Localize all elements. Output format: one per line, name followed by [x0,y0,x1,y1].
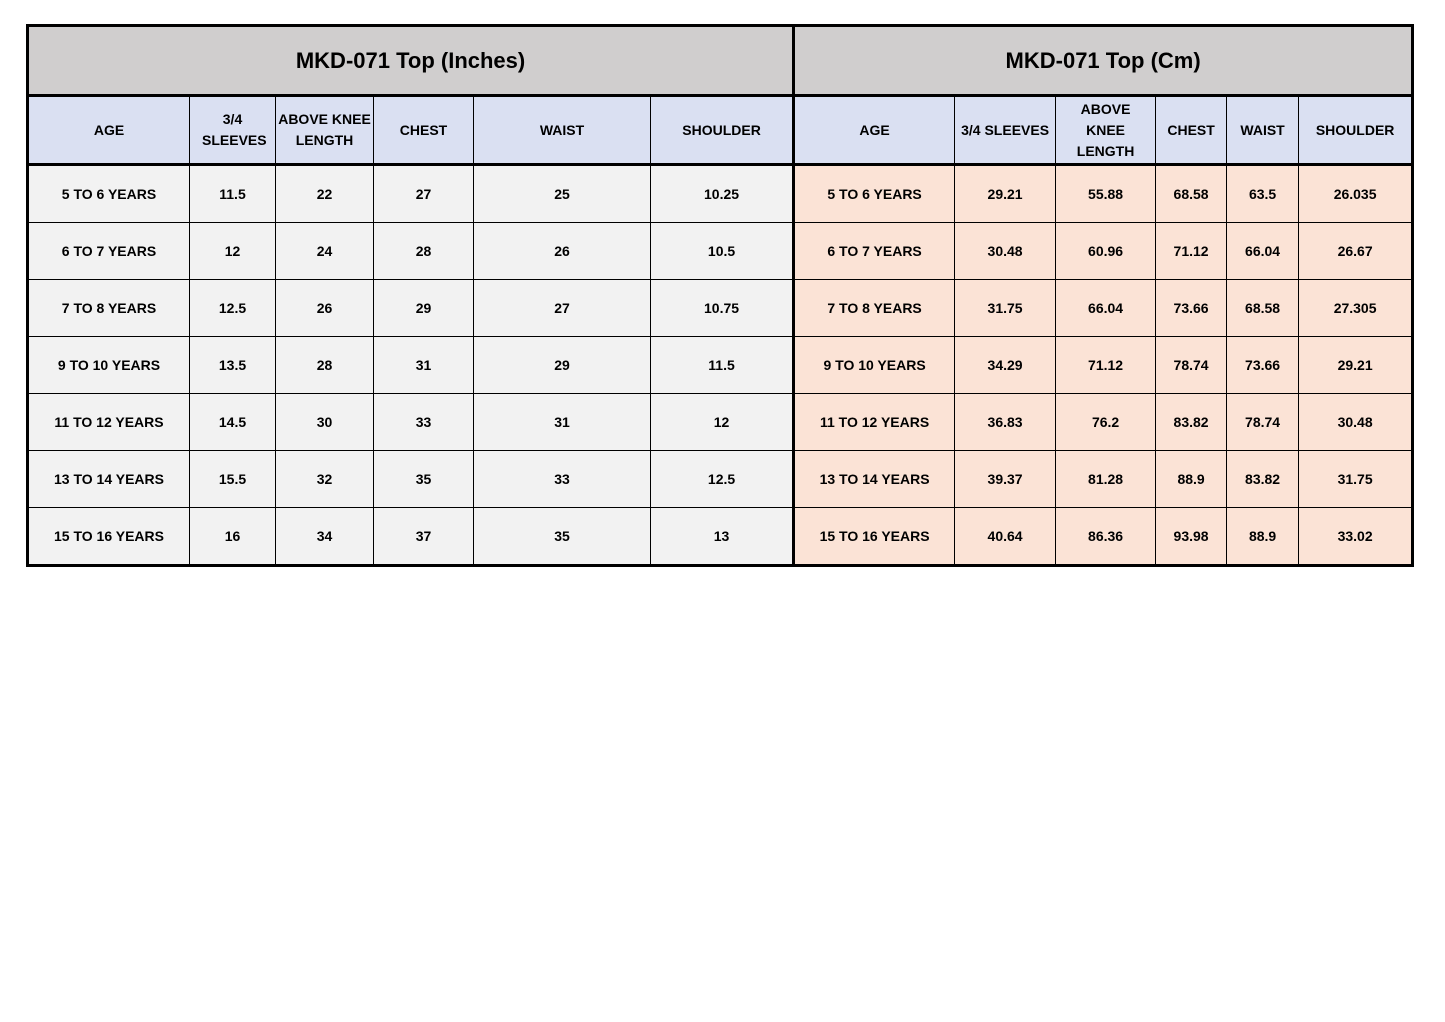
cm-length-cell: 55.88 [1056,165,1156,223]
cm-shoulder-cell: 31.75 [1299,451,1413,508]
table-row [28,451,1413,508]
cm-chest-cell: 93.98 [1156,508,1227,566]
inches-chest-cell: 31 [374,337,474,394]
inches-header-waist: WAIST [474,96,651,165]
inches-age-cell: 15 TO 16 YEARS [28,508,190,566]
cm-shoulder-cell: 26.67 [1299,223,1413,280]
table-row [28,223,1413,280]
cm-header-shoulder: SHOULDER [1299,96,1413,165]
inches-chest-cell: 28 [374,223,474,280]
column-header-row [28,96,1413,165]
inches-age-cell: 11 TO 12 YEARS [28,394,190,451]
inches-age-cell: 9 TO 10 YEARS [28,337,190,394]
size-chart-table [26,24,1414,567]
title-row [28,26,1413,96]
inches-shoulder-cell: 12 [651,394,794,451]
cm-age-cell: 5 TO 6 YEARS [794,165,955,223]
cm-waist-cell: 63.5 [1227,165,1299,223]
cm-header-age: AGE [794,96,955,165]
cm-sleeves-cell: 39.37 [955,451,1056,508]
inches-sleeves-cell: 12 [190,223,276,280]
inches-chest-cell: 29 [374,280,474,337]
inches-header-length: ABOVE KNEE LENGTH [276,96,374,165]
cm-chest-cell: 68.58 [1156,165,1227,223]
table-row [28,394,1413,451]
inches-length-cell: 22 [276,165,374,223]
inches-waist-cell: 31 [474,394,651,451]
cm-age-cell: 6 TO 7 YEARS [794,223,955,280]
cm-age-cell: 15 TO 16 YEARS [794,508,955,566]
inches-sleeves-cell: 14.5 [190,394,276,451]
cm-age-cell: 11 TO 12 YEARS [794,394,955,451]
inches-shoulder-cell: 11.5 [651,337,794,394]
inches-length-cell: 28 [276,337,374,394]
inches-age-cell: 6 TO 7 YEARS [28,223,190,280]
cm-length-cell: 60.96 [1056,223,1156,280]
inches-chest-cell: 35 [374,451,474,508]
inches-waist-cell: 29 [474,337,651,394]
cm-waist-cell: 68.58 [1227,280,1299,337]
cm-length-cell: 76.2 [1056,394,1156,451]
inches-age-cell: 5 TO 6 YEARS [28,165,190,223]
inches-length-cell: 34 [276,508,374,566]
inches-waist-cell: 33 [474,451,651,508]
cm-waist-cell: 78.74 [1227,394,1299,451]
cm-sleeves-cell: 34.29 [955,337,1056,394]
cm-waist-cell: 83.82 [1227,451,1299,508]
cm-length-cell: 86.36 [1056,508,1156,566]
cm-sleeves-cell: 30.48 [955,223,1056,280]
cm-header-length: ABOVE KNEE LENGTH [1056,96,1156,165]
inches-shoulder-cell: 10.25 [651,165,794,223]
cm-shoulder-cell: 27.305 [1299,280,1413,337]
cm-chest-cell: 88.9 [1156,451,1227,508]
cm-age-cell: 13 TO 14 YEARS [794,451,955,508]
cm-age-cell: 7 TO 8 YEARS [794,280,955,337]
inches-header-age: AGE [28,96,190,165]
inches-header-sleeves: 3/4 SLEEVES [190,96,276,165]
cm-chest-cell: 71.12 [1156,223,1227,280]
inches-shoulder-cell: 10.75 [651,280,794,337]
cm-waist-cell: 66.04 [1227,223,1299,280]
inches-length-cell: 32 [276,451,374,508]
inches-shoulder-cell: 10.5 [651,223,794,280]
cm-waist-cell: 88.9 [1227,508,1299,566]
cm-shoulder-cell: 33.02 [1299,508,1413,566]
cm-chest-cell: 73.66 [1156,280,1227,337]
cm-length-cell: 66.04 [1056,280,1156,337]
cm-sleeves-cell: 40.64 [955,508,1056,566]
table-row [28,337,1413,394]
table-row [28,280,1413,337]
cm-chest-cell: 83.82 [1156,394,1227,451]
inches-waist-cell: 26 [474,223,651,280]
inches-sleeves-cell: 13.5 [190,337,276,394]
cm-sleeves-cell: 36.83 [955,394,1056,451]
inches-waist-cell: 27 [474,280,651,337]
inches-chest-cell: 27 [374,165,474,223]
cm-sleeves-cell: 29.21 [955,165,1056,223]
inches-shoulder-cell: 13 [651,508,794,566]
cm-age-cell: 9 TO 10 YEARS [794,337,955,394]
cm-table-title: MKD-071 Top (Cm) [794,26,1413,96]
inches-table-title: MKD-071 Top (Inches) [28,26,794,96]
inches-length-cell: 30 [276,394,374,451]
cm-header-chest: CHEST [1156,96,1227,165]
cm-sleeves-cell: 31.75 [955,280,1056,337]
cm-header-sleeves: 3/4 SLEEVES [955,96,1056,165]
inches-chest-cell: 33 [374,394,474,451]
cm-header-waist: WAIST [1227,96,1299,165]
cm-chest-cell: 78.74 [1156,337,1227,394]
inches-shoulder-cell: 12.5 [651,451,794,508]
cm-length-cell: 81.28 [1056,451,1156,508]
table-row [28,165,1413,223]
table-row [28,508,1413,566]
inches-sleeves-cell: 16 [190,508,276,566]
inches-sleeves-cell: 15.5 [190,451,276,508]
cm-shoulder-cell: 29.21 [1299,337,1413,394]
cm-shoulder-cell: 30.48 [1299,394,1413,451]
inches-sleeves-cell: 12.5 [190,280,276,337]
inches-age-cell: 7 TO 8 YEARS [28,280,190,337]
inches-chest-cell: 37 [374,508,474,566]
inches-sleeves-cell: 11.5 [190,165,276,223]
inches-length-cell: 24 [276,223,374,280]
inches-header-chest: CHEST [374,96,474,165]
inches-waist-cell: 35 [474,508,651,566]
cm-waist-cell: 73.66 [1227,337,1299,394]
cm-length-cell: 71.12 [1056,337,1156,394]
inches-age-cell: 13 TO 14 YEARS [28,451,190,508]
inches-header-shoulder: SHOULDER [651,96,794,165]
cm-shoulder-cell: 26.035 [1299,165,1413,223]
inches-waist-cell: 25 [474,165,651,223]
inches-length-cell: 26 [276,280,374,337]
